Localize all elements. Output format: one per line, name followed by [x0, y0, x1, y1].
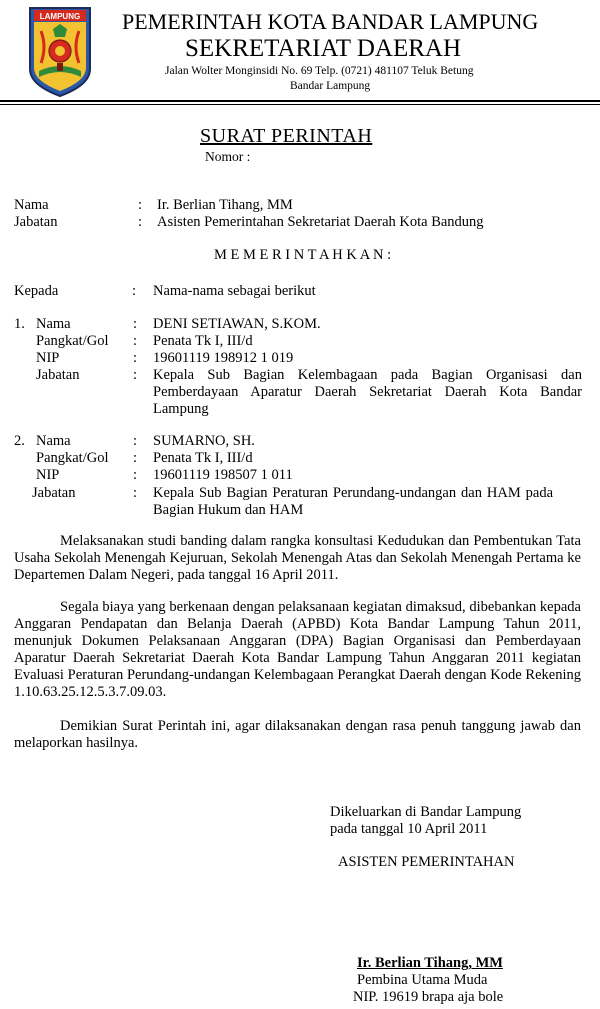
person-field-colon: :	[133, 316, 138, 332]
city-emblem	[27, 5, 93, 99]
person-field-label: NIP	[36, 467, 60, 483]
person-number: 2.	[14, 433, 25, 449]
issuer-name-colon: :	[138, 197, 143, 213]
body-paragraph: Melaksanakan studi banding dalam rangka konsultasi Kedudukan dan Pembentukan Tata Usaha Sekolah Menengah Kejuruan, Sekolah Menengah Atas dan Sekolah Menengah Pertama ke Departemen Dalam Negeri, pada tanggal 16 April 2011.	[14, 533, 581, 583]
command-heading: M E M E R I N T A H K A N :	[214, 247, 392, 263]
person-field-label: Jabatan	[32, 485, 76, 501]
person-field-colon: :	[133, 485, 138, 501]
org-name-line1: PEMERINTAH KOTA BANDAR LAMPUNG	[122, 9, 539, 34]
issuer-name-label: Nama	[14, 197, 49, 213]
issuer-name-value: Ir. Berlian Tihang, MM	[157, 197, 293, 213]
signer-position: ASISTEN PEMERINTAHAN	[338, 854, 515, 870]
person-field-colon: :	[133, 450, 138, 466]
address-line1: Jalan Wolter Monginsidi No. 69 Telp. (0721) 481107 Teluk Betung	[165, 65, 474, 77]
person-field-label: Pangkat/Gol	[36, 450, 109, 466]
org-name-line2: SEKRETARIAT DAERAH	[185, 35, 462, 62]
person-field-value: 19601119 198912 1 019	[153, 350, 294, 366]
person-field-colon: :	[133, 467, 138, 483]
recipient-colon: :	[132, 283, 137, 299]
person-field-value-wrapped: Kepala Sub Bagian Peraturan Perundang-undangan dan HAM pada Bagian Hukum dan HAM	[153, 485, 553, 518]
person-field-value: DENI SETIAWAN, S.KOM.	[153, 316, 321, 332]
person-field-label: Nama	[36, 316, 71, 332]
issuer-position-value: Asisten Pemerintahan Sekretariat Daerah Kota Bandung	[157, 214, 484, 230]
person-field-value: Penata Tk I, III/d	[153, 333, 253, 349]
person-field-label: Nama	[36, 433, 71, 449]
issued-date: pada tanggal 10 April 2011	[330, 821, 488, 837]
signer-rank: Pembina Utama Muda	[357, 972, 488, 988]
header-rule-thin	[0, 104, 600, 105]
person-field-colon: :	[133, 350, 138, 366]
person-field-colon: :	[133, 333, 138, 349]
document-title: SURAT PERINTAH	[200, 125, 373, 147]
person-number: 1.	[14, 316, 25, 332]
recipient-value: Nama-nama sebagai berikut	[153, 283, 316, 299]
address-line2: Bandar Lampung	[290, 80, 371, 92]
document-number: Nomor :	[205, 149, 251, 164]
body-paragraph: Segala biaya yang berkenaan dengan pelaksanaan kegiatan dimaksud, dibebankan kepada Anggaran Pendapatan dan Belanja Daerah (APBD) Kota Bandar Lampung Tahun 2011, menunjuk Dokumen Pelaksanaan Anggaran (DPA) Bagian Organisasi dan Pemberdayaan Aparatur Daerah Sekretariat Daerah Kota Bandar Lampung Tahun Anggaran 2011 kegiatan Evaluasi Peraturan Perundang-undangan Kelembagaan Perangkat Daerah dengan Kode Rekening 1.10.63.25.12.5.3.7.09.03.	[14, 599, 581, 700]
person-field-value: 19601119 198507 1 011	[153, 467, 293, 483]
issued-at: Dikeluarkan di Bandar Lampung	[330, 804, 522, 820]
person-field-label: NIP	[36, 350, 60, 366]
issuer-position-label: Jabatan	[14, 214, 58, 230]
person-field-value: Penata Tk I, III/d	[153, 450, 253, 466]
person-field-colon: :	[133, 433, 138, 449]
person-field-colon: :	[133, 367, 138, 383]
person-field-value: SUMARNO, SH.	[153, 433, 255, 449]
body-paragraph: Demikian Surat Perintah ini, agar dilaksanakan dengan rasa penuh tanggung jawab dan melaporkan hasilnya.	[14, 718, 581, 751]
header-rule-thick	[0, 100, 600, 102]
person-field-label: Pangkat/Gol	[36, 333, 109, 349]
issuer-position-colon: :	[138, 214, 143, 230]
signer-name: Ir. Berlian Tihang, MM	[357, 955, 503, 971]
signer-nip: NIP. 19619 brapa aja bole	[353, 989, 504, 1005]
svg-text:LAMPUNG: LAMPUNG	[39, 12, 81, 21]
recipient-label: Kepada	[14, 283, 59, 299]
person-field-value-wrapped: Kepala Sub Bagian Kelembagaan pada Bagian Organisasi dan Pemberdayaan Aparatur Daerah Sekretariat Daerah Kota Bandar Lampung	[153, 367, 582, 417]
person-field-label: Jabatan	[36, 367, 80, 383]
